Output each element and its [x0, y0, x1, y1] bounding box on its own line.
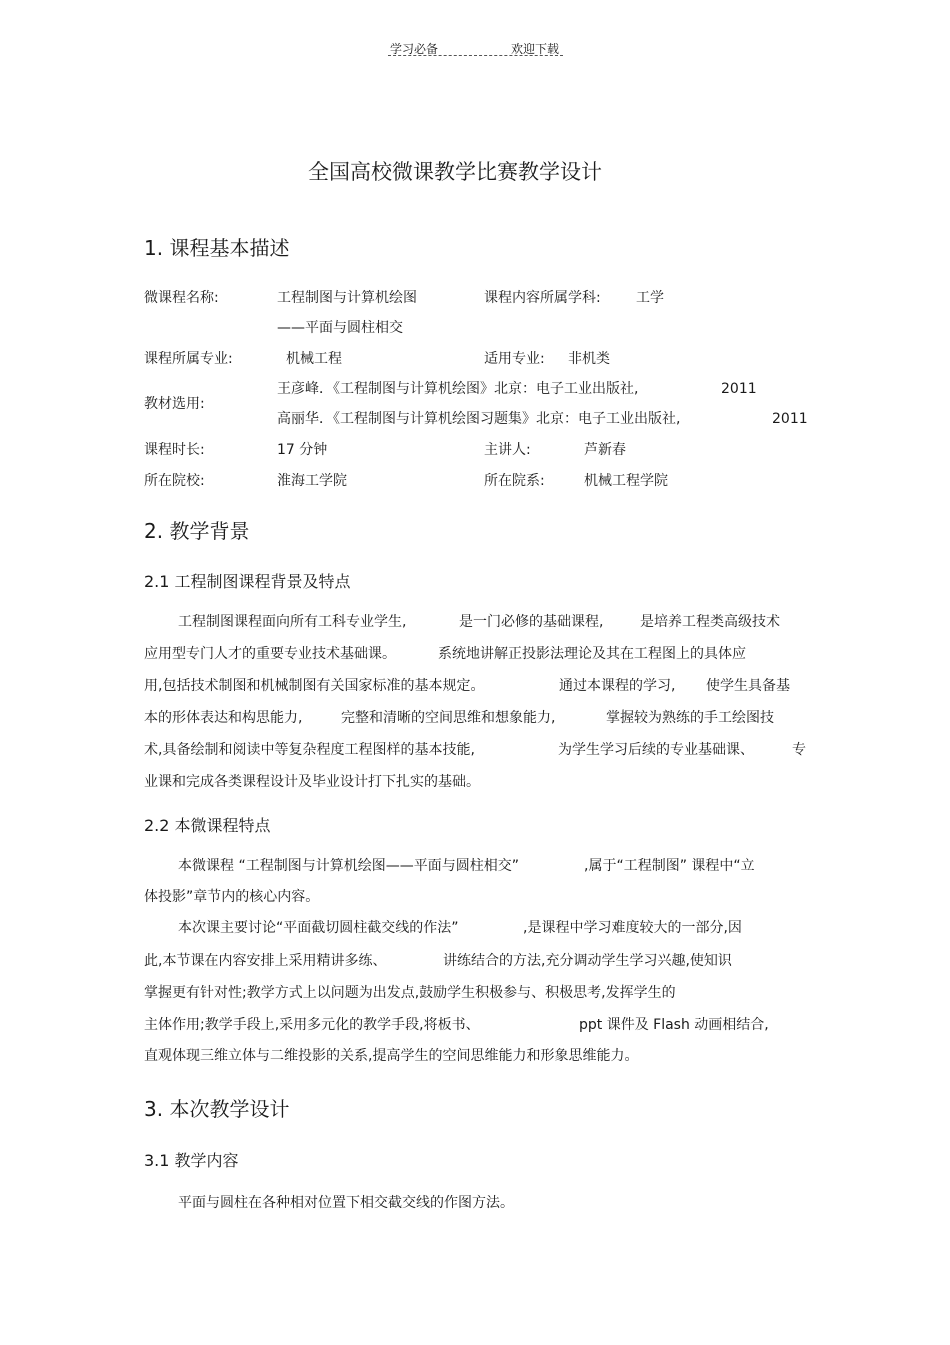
label-textbook: 教材选用:: [144, 396, 205, 412]
para-2-2-line: 本微课程 “工程制图与计算机绘图——平面与圆柱相交”: [178, 858, 519, 874]
section-3-1-heading: 3.1 教学内容: [144, 1151, 239, 1170]
value-textbook-1-year: 2011: [721, 381, 757, 397]
para-2-1-line: 本的形体表达和构思能力,: [144, 710, 303, 726]
para-2-1-line: 术,具备绘制和阅读中等复杂程度工程图样的基本技能,: [144, 742, 475, 758]
para-2-1-line: 掌握较为熟练的手工绘图技: [606, 710, 774, 726]
para-2-1-line: 工程制图课程面向所有工科专业学生,: [178, 614, 407, 630]
label-school: 所在院校:: [144, 473, 205, 489]
label-applicable: 适用专业:: [484, 351, 545, 367]
para-2-2-line: 此,本节课在内容安排上采用精讲多练、: [144, 953, 387, 969]
para-2-1-line: 完整和清晰的空间思维和想象能力,: [341, 710, 556, 726]
label-discipline: 课程内容所属学科:: [484, 290, 601, 306]
para-2-2-line: ppt 课件及 Flash 动画相结合,: [579, 1017, 769, 1033]
section-2-heading: 2. 教学背景: [144, 519, 250, 543]
value-major: 机械工程: [286, 351, 342, 367]
para-2-1-line: 是培养工程类高级技术: [640, 614, 780, 630]
section-1-heading: 1. 课程基本描述: [144, 236, 290, 260]
para-2-2-line: 掌握更有针对性;教学方式上以问题为出发点,鼓励学生积极参与、积极思考,发挥学生的: [144, 985, 676, 1001]
value-course-subtitle: ——平面与圆柱相交: [277, 320, 403, 336]
para-2-1-line: 是一门必修的基础课程,: [459, 614, 604, 630]
value-department: 机械工程学院: [584, 473, 668, 489]
section-2-1-heading: 2.1 工程制图课程背景及特点: [144, 572, 351, 591]
para-2-1-line: 专: [792, 742, 806, 758]
header-divider: [388, 55, 563, 56]
value-discipline: 工学: [636, 290, 664, 306]
label-department: 所在院系:: [484, 473, 545, 489]
para-2-1-line: 使学生具备基: [706, 678, 790, 694]
value-textbook-2-year: 2011: [772, 411, 808, 427]
value-course-name: 工程制图与计算机绘图: [277, 290, 417, 306]
para-2-2-line: ,属于“工程制图” 课程中“立: [584, 858, 755, 874]
para-2-1-line: 系统地讲解正投影法理论及其在工程图上的具体应: [438, 646, 746, 662]
section-3-heading: 3. 本次教学设计: [144, 1097, 290, 1121]
header-left: 学习必备: [390, 42, 439, 56]
para-2-2-line: 本次课主要讨论“平面截切圆柱截交线的作法”: [178, 920, 459, 936]
value-school: 淮海工学院: [277, 473, 347, 489]
header-right: 欢迎下载: [511, 42, 560, 56]
para-2-2-line: 主体作用;教学手段上,采用多元化的教学手段,将板书、: [144, 1017, 480, 1033]
label-course-name: 微课程名称:: [144, 290, 219, 306]
value-textbook-2: 高丽华．《工程制图与计算机绘图习题集》北京：电子工业出版社,: [277, 411, 681, 427]
label-duration: 课程时长:: [144, 442, 205, 458]
para-2-2-line: 直观体现三维立体与二维投影的关系,提高学生的空间思维能力和形象思维能力。: [144, 1048, 639, 1064]
para-2-1-line: 应用型专门人才的重要专业技术基础课。: [144, 646, 396, 662]
section-2-2-heading: 2.2 本微课程特点: [144, 816, 271, 835]
value-applicable: 非机类: [568, 351, 610, 367]
para-2-1-line: 为学生学习后续的专业基础课、: [558, 742, 754, 758]
para-2-1-line: 通过本课程的学习,: [559, 678, 676, 694]
label-major: 课程所属专业:: [144, 351, 233, 367]
value-textbook-1: 王彦峰．《工程制图与计算机绘图》北京：电子工业出版社,: [277, 381, 639, 397]
para-2-2-line: 讲练结合的方法,充分调动学生学习兴趣,使知识: [443, 953, 732, 969]
para-3-1: 平面与圆柱在各种相对位置下相交截交线的作图方法。: [178, 1195, 514, 1211]
document-title: 全国高校微课教学比赛教学设计: [308, 160, 602, 184]
para-2-2-line: 体投影”章节内的核心内容。: [144, 889, 320, 905]
para-2-1-line: 业课和完成各类课程设计及毕业设计打下扎实的基础。: [144, 774, 480, 790]
value-lecturer: 芦新春: [584, 442, 626, 458]
label-lecturer: 主讲人:: [484, 442, 531, 458]
para-2-1-line: 用,包括技术制图和机械制图有关国家标准的基本规定。: [144, 678, 485, 694]
value-duration: 17 分钟: [277, 442, 328, 458]
para-2-2-line: ,是课程中学习难度较大的一部分,因: [523, 920, 742, 936]
